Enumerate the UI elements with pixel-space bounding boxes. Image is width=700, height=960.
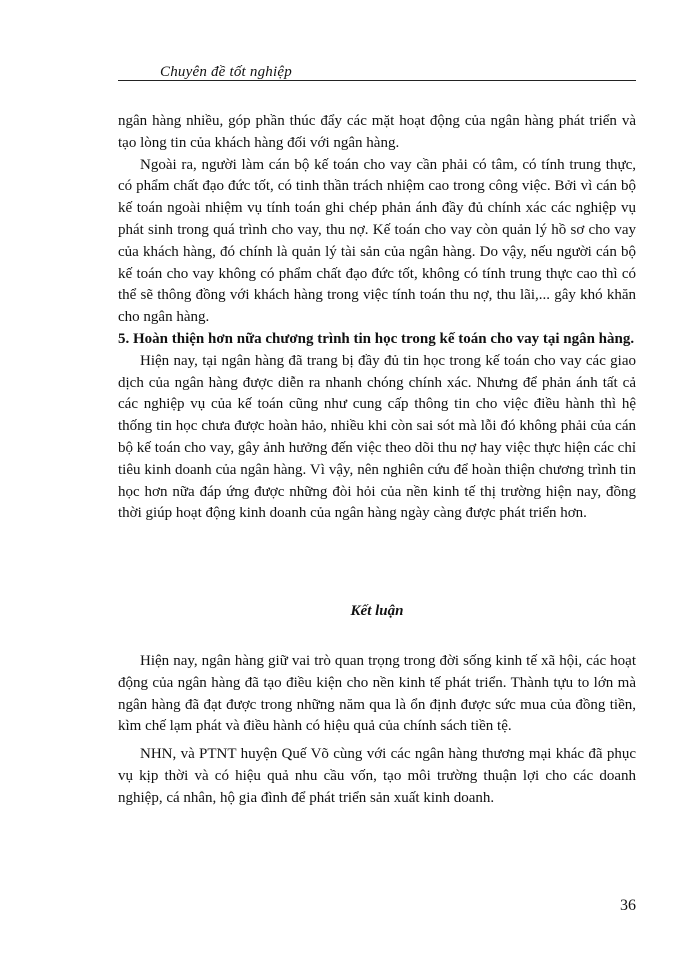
header-rule (118, 80, 636, 81)
running-header: Chuyên đề tốt nghiệp (160, 64, 292, 80)
page-number: 36 (620, 897, 636, 914)
paragraph-accountant-ethics: Ngoài ra, người làm cán bộ kế toán cho vay cần phải có tâm, có tính trung thực, có phẩm chất đạo đức tốt, có tinh thần trách nhiệm cao trong công việc. Bởi vì cán bộ kế toán ngoài nhiệm vụ tính toán ghi chép phản ánh đầy đủ chính xác các nghiệp vụ phát sinh trong quá trình cho vay, thu nợ. Kế toán cho vay còn quản lý hồ sơ cho vay của khách hàng, đó chính là quản lý tài sản của ngân hàng. Do vậy, nếu người cán bộ kế toán cho vay không có phẩm chất đạo đức tốt, không có tính trung thực cao thì có thể sẽ thông đồng với khách hàng trong việc tính toán thu nợ, thu lãi,... gây khó khăn cho ngân hàng. (118, 156, 636, 326)
paragraph-it-system: Hiện nay, tại ngân hàng đã trang bị đầy đủ tin học trong kế toán cho vay các giao dịch của ngân hàng được diễn ra nhanh chóng chính xác. Nhưng để phản ánh tất cả các nghiệp vụ của kế toán cũng như cung cấp thông tin cho việc điều hành thì hệ thống tin học chưa được hoàn hảo, nhiều khi còn sai sót mà lỗi đó không phải của cán bộ kế toán cho vay, gây ảnh hưởng đến việc theo dõi thu nợ hay việc thực hiện các chỉ tiêu kinh doanh của ngân hàng. Vì vậy, nên nghiên cứu để hoàn thiện chương trình tin học hơn nữa đáp ứng được những đòi hỏi của nền kinh tế thị trường hiện nay, đồng thời giúp hoạt động kinh doanh của ngân hàng ngày càng được phát triển hơn. (118, 352, 636, 522)
section-heading-5: 5. Hoàn thiện hơn nữa chương trình tin học trong kế toán cho vay tại ngân hàng. (118, 330, 635, 347)
paragraph-conclusion-2: NHN, và PTNT huyện Quế Võ cùng với các ngân hàng thương mại khác đã phục vụ kịp thời và có hiệu quả nhu cầu vốn, tạo môi trường thuận lợi cho các doanh nghiệp, cá nhân, hộ gia đình để phát triển sản xuất kinh doanh. (118, 746, 636, 806)
paragraph-continuation: ngân hàng nhiều, góp phần thúc đẩy các mặt hoạt động của ngân hàng phát triển và tạo lòng tin của khách hàng đối với ngân hàng. (118, 113, 636, 151)
paragraph-conclusion-1: Hiện nay, ngân hàng giữ vai trò quan trọng trong đời sống kinh tế xã hội, các hoạt động của ngân hàng đã tạo điều kiện cho nền kinh tế phát triển. Thành tựu to lớn mà ngân hàng đã đạt được trong những năm qua là ổn định được sức mua của đồng tiền, kìm chế lạm phát và điều hành có hiệu quả của chính sách tiền tệ. (118, 652, 636, 735)
conclusion-title: Kết luận (350, 603, 404, 620)
page-content (118, 111, 636, 810)
